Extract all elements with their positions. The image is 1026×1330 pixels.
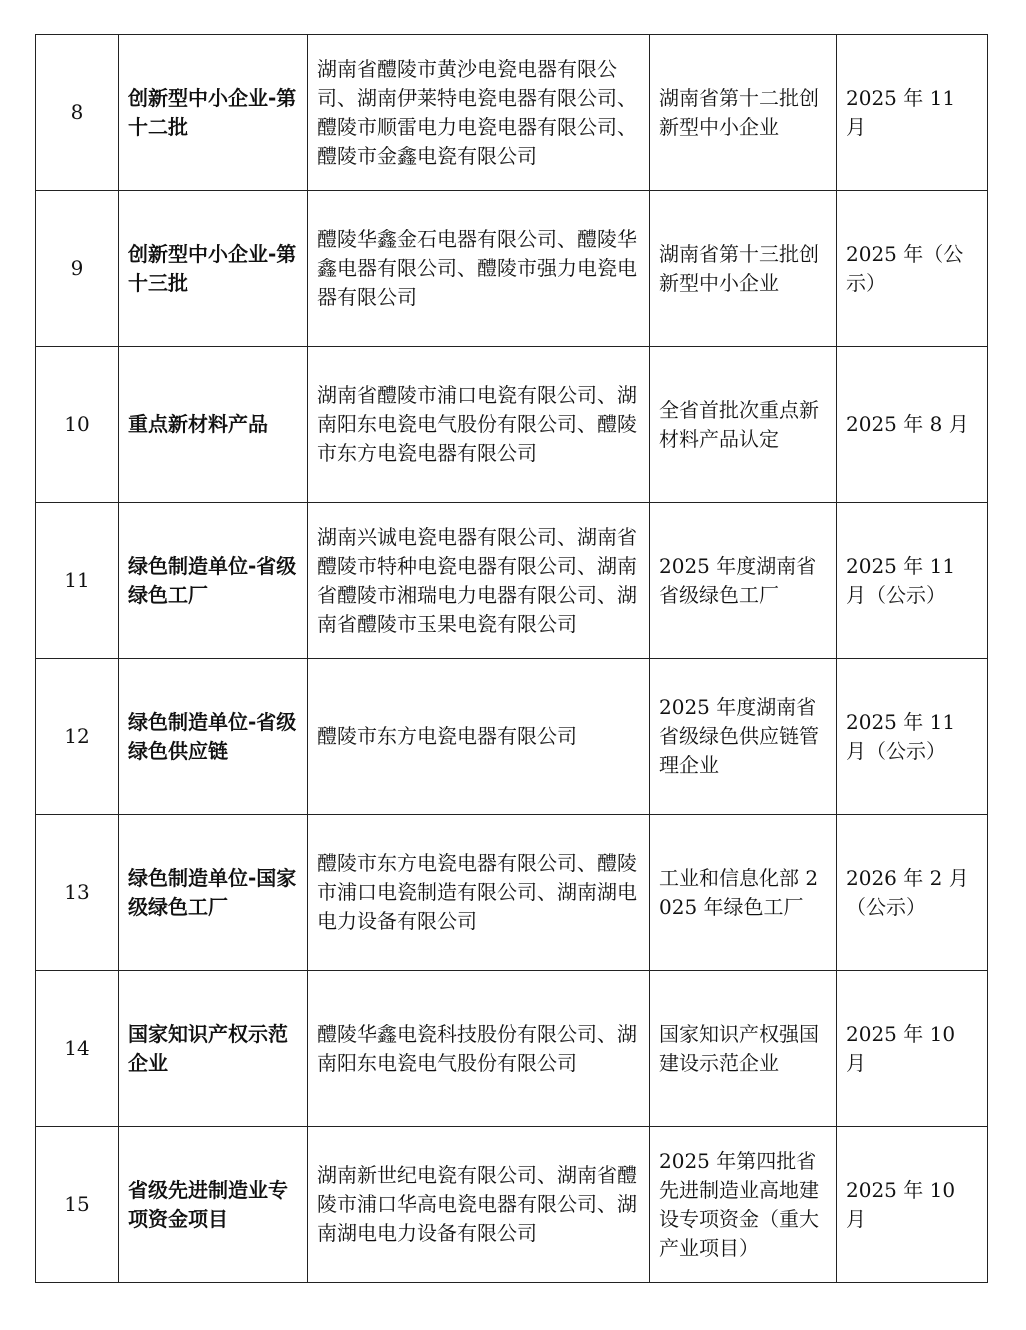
row-number: 13 bbox=[36, 815, 119, 971]
row-number: 11 bbox=[36, 503, 119, 659]
category-cell: 国家知识产权示范企业 bbox=[119, 971, 308, 1127]
enterprises-cell: 醴陵市东方电瓷电器有限公司、醴陵市浦口电瓷制造有限公司、湖南湖电电力设备有限公司 bbox=[308, 815, 650, 971]
date-cell: 2026 年 2 月（公示） bbox=[837, 815, 988, 971]
enterprises-cell: 醴陵华鑫金石电器有限公司、醴陵华鑫电器有限公司、醴陵市强力电瓷电器有限公司 bbox=[308, 191, 650, 347]
honor-name-cell: 湖南省第十二批创新型中小企业 bbox=[650, 35, 837, 191]
honor-name-cell: 2025 年度湖南省省级绿色工厂 bbox=[650, 503, 837, 659]
honor-name-cell: 全省首批次重点新材料产品认定 bbox=[650, 347, 837, 503]
table-row bbox=[36, 347, 988, 503]
category-cell: 重点新材料产品 bbox=[119, 347, 308, 503]
date-cell: 2025 年 11 月（公示） bbox=[837, 503, 988, 659]
category-cell: 创新型中小企业-第十二批 bbox=[119, 35, 308, 191]
enterprises-cell: 湖南省醴陵市浦口电瓷有限公司、湖南阳东电瓷电气股份有限公司、醴陵市东方电瓷电器有限公司 bbox=[308, 347, 650, 503]
honors-table bbox=[35, 34, 988, 1283]
honor-name-cell: 工业和信息化部 2025 年绿色工厂 bbox=[650, 815, 837, 971]
row-number: 15 bbox=[36, 1127, 119, 1283]
honor-name-cell: 国家知识产权强国建设示范企业 bbox=[650, 971, 837, 1127]
enterprises-cell: 湖南省醴陵市黄沙电瓷电器有限公司、湖南伊莱特电瓷电器有限公司、醴陵市顺雷电力电瓷电器有限公司、醴陵市金鑫电瓷有限公司 bbox=[308, 35, 650, 191]
date-cell: 2025 年 10 月 bbox=[837, 971, 988, 1127]
honor-name-cell: 2025 年度湖南省省级绿色供应链管理企业 bbox=[650, 659, 837, 815]
category-cell: 绿色制造单位-国家级绿色工厂 bbox=[119, 815, 308, 971]
row-number: 8 bbox=[36, 35, 119, 191]
category-cell: 创新型中小企业-第十三批 bbox=[119, 191, 308, 347]
row-number: 10 bbox=[36, 347, 119, 503]
table-row bbox=[36, 35, 988, 191]
date-cell: 2025 年（公示） bbox=[837, 191, 988, 347]
honor-name-cell: 2025 年第四批省先进制造业高地建设专项资金（重大产业项目） bbox=[650, 1127, 837, 1283]
category-cell: 省级先进制造业专项资金项目 bbox=[119, 1127, 308, 1283]
enterprises-cell: 湖南新世纪电瓷有限公司、湖南省醴陵市浦口华高电瓷电器有限公司、湖南湖电电力设备有限公司 bbox=[308, 1127, 650, 1283]
row-number: 12 bbox=[36, 659, 119, 815]
row-number: 9 bbox=[36, 191, 119, 347]
date-cell: 2025 年 11 月（公示） bbox=[837, 659, 988, 815]
table-row bbox=[36, 659, 988, 815]
table-row bbox=[36, 1127, 988, 1283]
honor-name-cell: 湖南省第十三批创新型中小企业 bbox=[650, 191, 837, 347]
category-cell: 绿色制造单位-省级绿色工厂 bbox=[119, 503, 308, 659]
honors-table-body bbox=[36, 35, 988, 1283]
enterprises-cell: 醴陵市东方电瓷电器有限公司 bbox=[308, 659, 650, 815]
enterprises-cell: 湖南兴诚电瓷电器有限公司、湖南省醴陵市特种电瓷电器有限公司、湖南省醴陵市湘瑞电力电器有限公司、湖南省醴陵市玉果电瓷有限公司 bbox=[308, 503, 650, 659]
category-cell: 绿色制造单位-省级绿色供应链 bbox=[119, 659, 308, 815]
row-number: 14 bbox=[36, 971, 119, 1127]
table-row bbox=[36, 815, 988, 971]
table-row bbox=[36, 971, 988, 1127]
date-cell: 2025 年 11 月 bbox=[837, 35, 988, 191]
enterprises-cell: 醴陵华鑫电瓷科技股份有限公司、湖南阳东电瓷电气股份有限公司 bbox=[308, 971, 650, 1127]
table-row bbox=[36, 191, 988, 347]
table-row bbox=[36, 503, 988, 659]
date-cell: 2025 年 10 月 bbox=[837, 1127, 988, 1283]
date-cell: 2025 年 8 月 bbox=[837, 347, 988, 503]
